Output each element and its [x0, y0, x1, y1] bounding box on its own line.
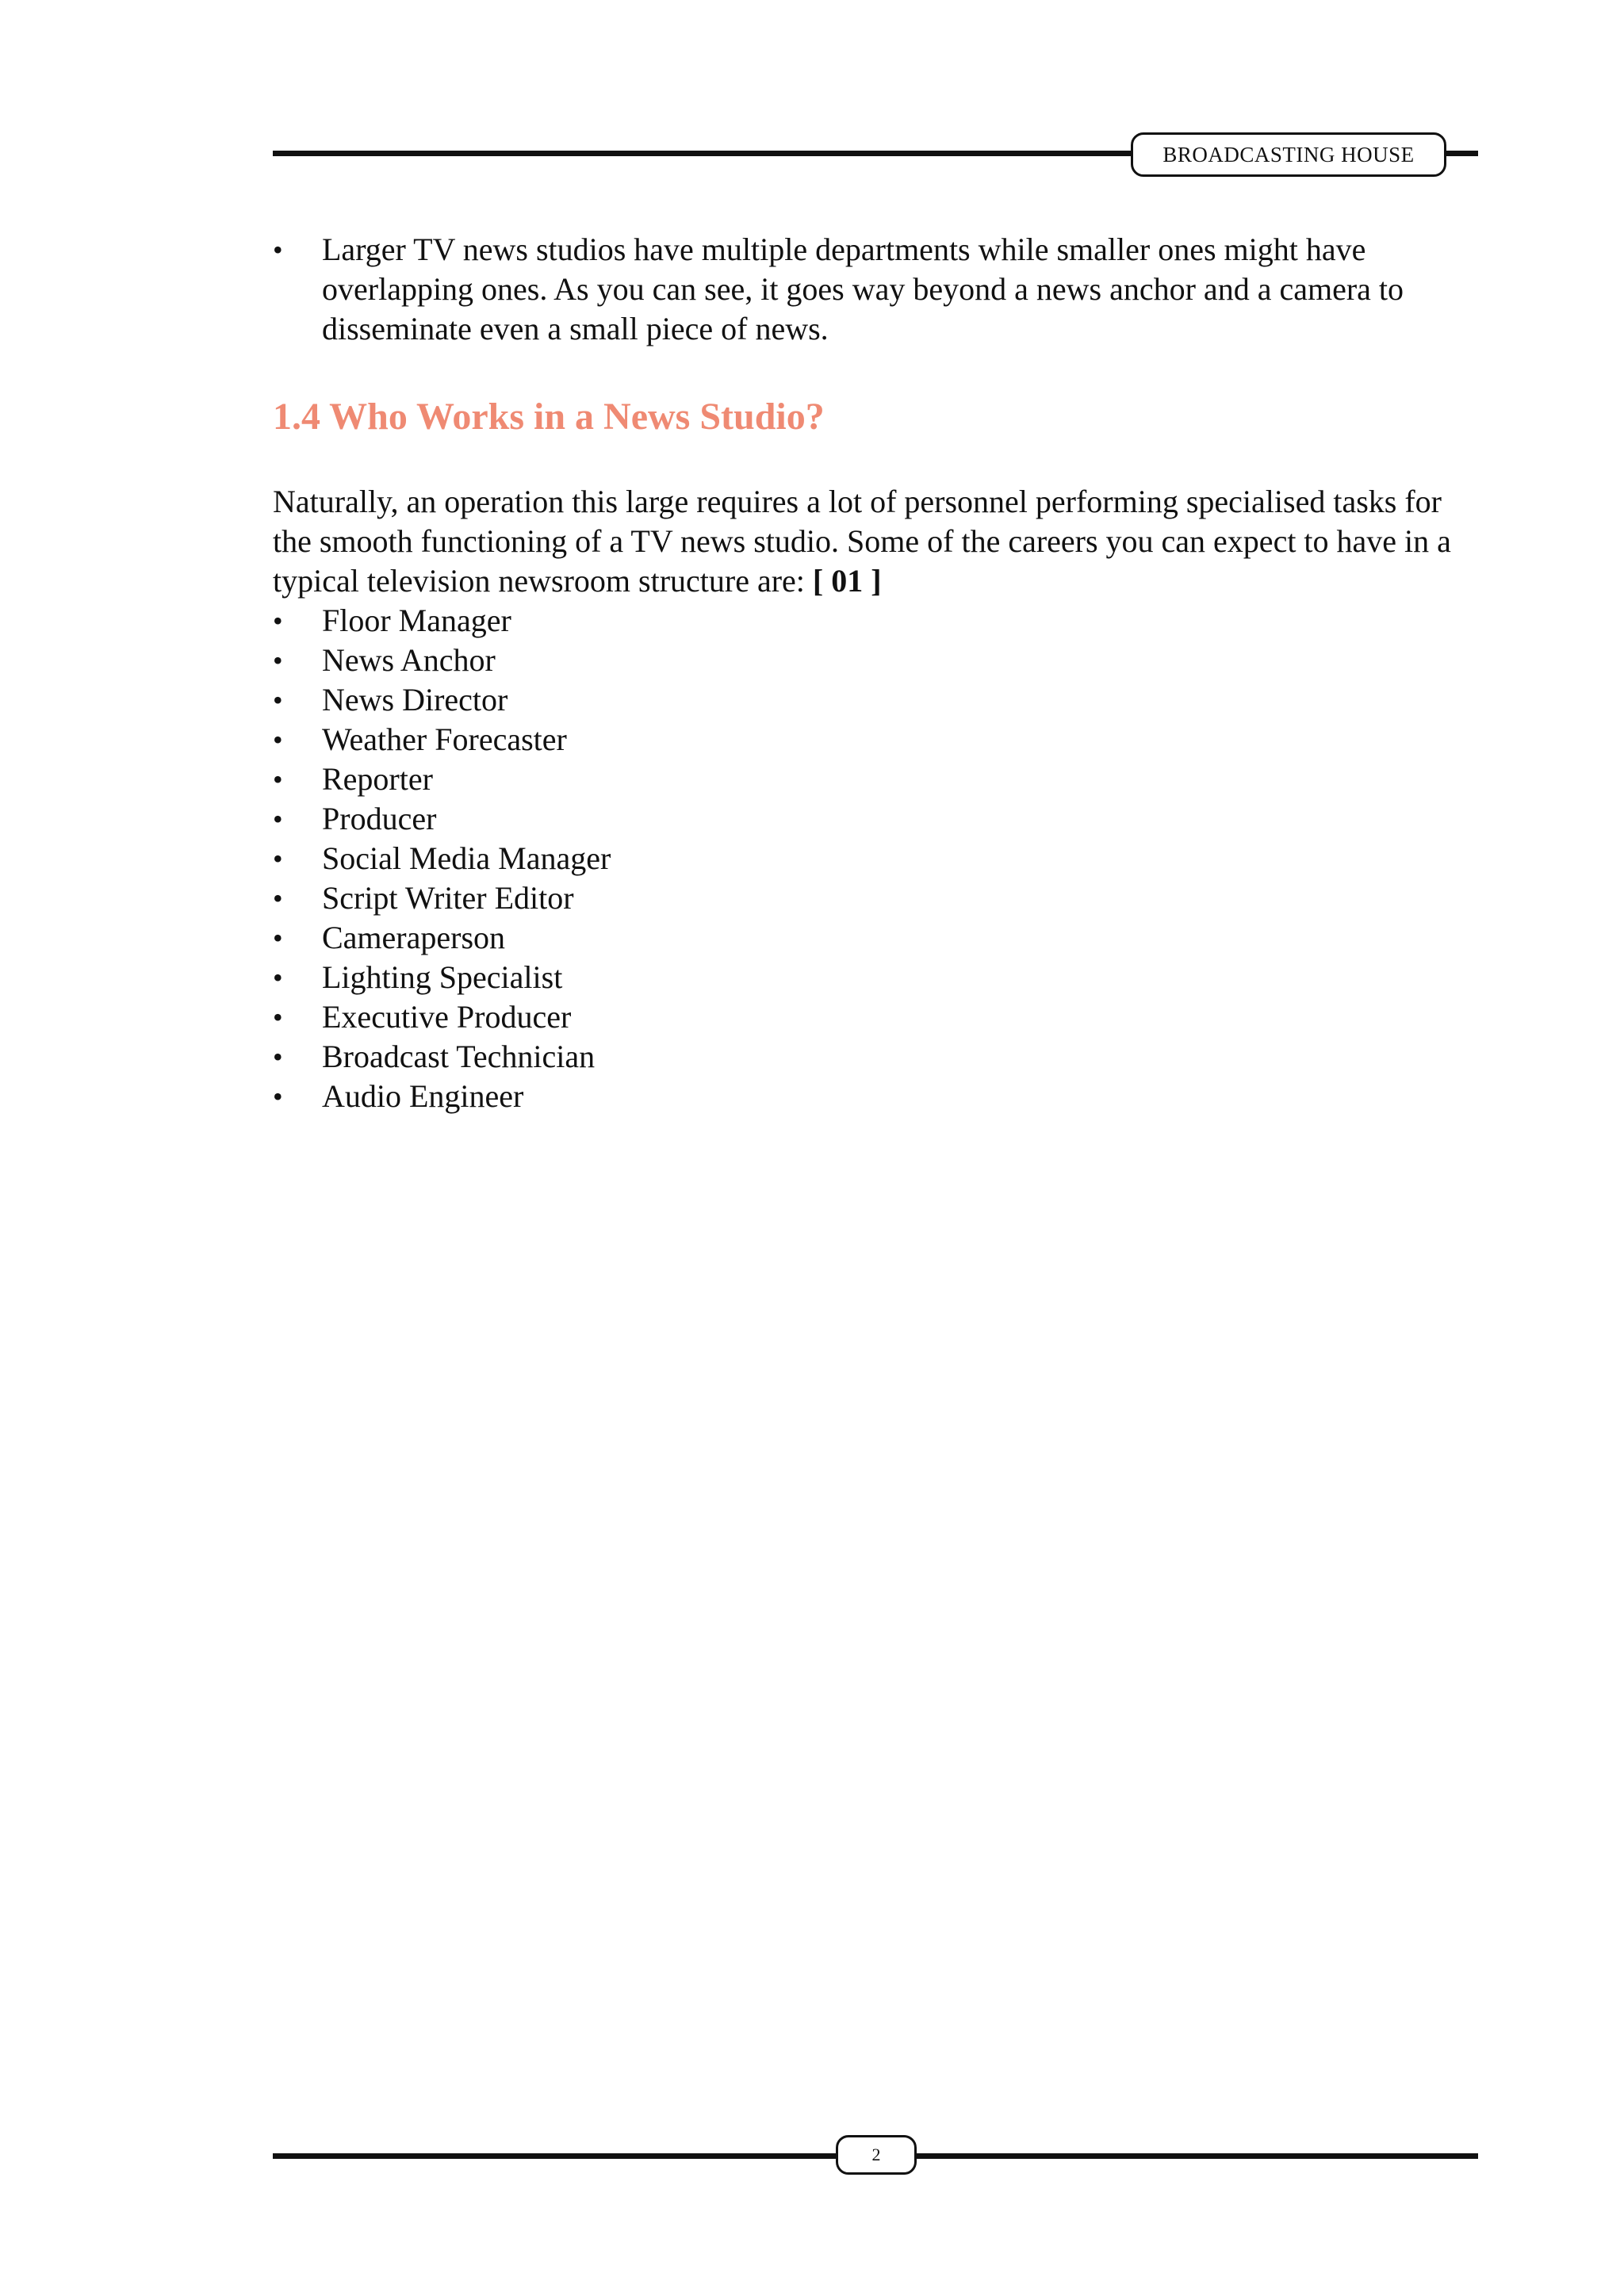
- role-label: Script Writer Editor: [322, 880, 574, 916]
- role-label: Weather Forecaster: [322, 721, 567, 757]
- list-item: [273, 997, 1462, 1037]
- role-label: Cameraperson: [322, 920, 506, 955]
- bullet-icon: •: [273, 605, 283, 637]
- role-label: Floor Manager: [322, 603, 511, 638]
- role-label: Broadcast Technician: [322, 1039, 596, 1074]
- bullet-icon: •: [273, 962, 283, 993]
- list-item: [273, 958, 1462, 997]
- bullet-icon: •: [273, 724, 283, 756]
- page-number: 2: [871, 2145, 881, 2164]
- bullet-icon: •: [273, 922, 283, 954]
- page-number-badge: [836, 2135, 917, 2175]
- bullet-icon: •: [273, 1001, 283, 1033]
- list-item: [273, 601, 1462, 641]
- list-item: [273, 760, 1462, 799]
- roles-list: [273, 601, 1462, 1116]
- bullet-icon: •: [273, 803, 283, 835]
- reference-marker: [ 01 ]: [812, 563, 882, 599]
- list-item: [273, 918, 1462, 958]
- bullet-icon: •: [273, 234, 283, 266]
- bullet-icon: •: [273, 1041, 283, 1073]
- role-label: News Director: [322, 682, 508, 718]
- section-heading: 1.4 Who Works in a News Studio?: [273, 396, 825, 438]
- paragraph-text: Naturally, an operation this large requires a lot of personnel performing specialised tasks for the smooth functioning of a TV news studio. Some of the careers you can expect to have in a typical television newsroom structure are:: [273, 484, 1451, 599]
- bullet-icon: •: [273, 843, 283, 874]
- role-label: Lighting Specialist: [322, 959, 563, 995]
- header-title: BROADCASTING HOUSE: [1162, 142, 1415, 166]
- list-item: [273, 1037, 1462, 1077]
- role-label: Audio Engineer: [322, 1078, 524, 1114]
- header-tab: [1131, 132, 1446, 177]
- list-item: [273, 839, 1462, 878]
- bullet-icon: •: [273, 882, 283, 914]
- list-item: [273, 878, 1462, 918]
- list-item: [273, 680, 1462, 720]
- list-item: [273, 641, 1462, 680]
- role-label: News Anchor: [322, 642, 496, 678]
- bullet-icon: •: [273, 684, 283, 716]
- bullet-icon: •: [273, 645, 283, 676]
- bullet-icon: •: [273, 1081, 283, 1112]
- bullet-icon: •: [273, 763, 283, 795]
- page-content: [273, 230, 1462, 1116]
- role-label: Reporter: [322, 761, 433, 797]
- intro-bullet-text: Larger TV news studios have multiple departments while smaller ones might have overlapping ones. As you can see, it goes way beyond a news anchor and a camera to disseminate even a small piece of news.: [322, 232, 1404, 346]
- role-label: Social Media Manager: [322, 840, 611, 876]
- list-item: [273, 1077, 1462, 1116]
- role-label: Executive Producer: [322, 999, 572, 1035]
- section-paragraph: [273, 482, 1462, 601]
- list-item: [273, 799, 1462, 839]
- list-item: [273, 720, 1462, 760]
- role-label: Producer: [322, 801, 437, 836]
- intro-bullet: [273, 230, 1462, 349]
